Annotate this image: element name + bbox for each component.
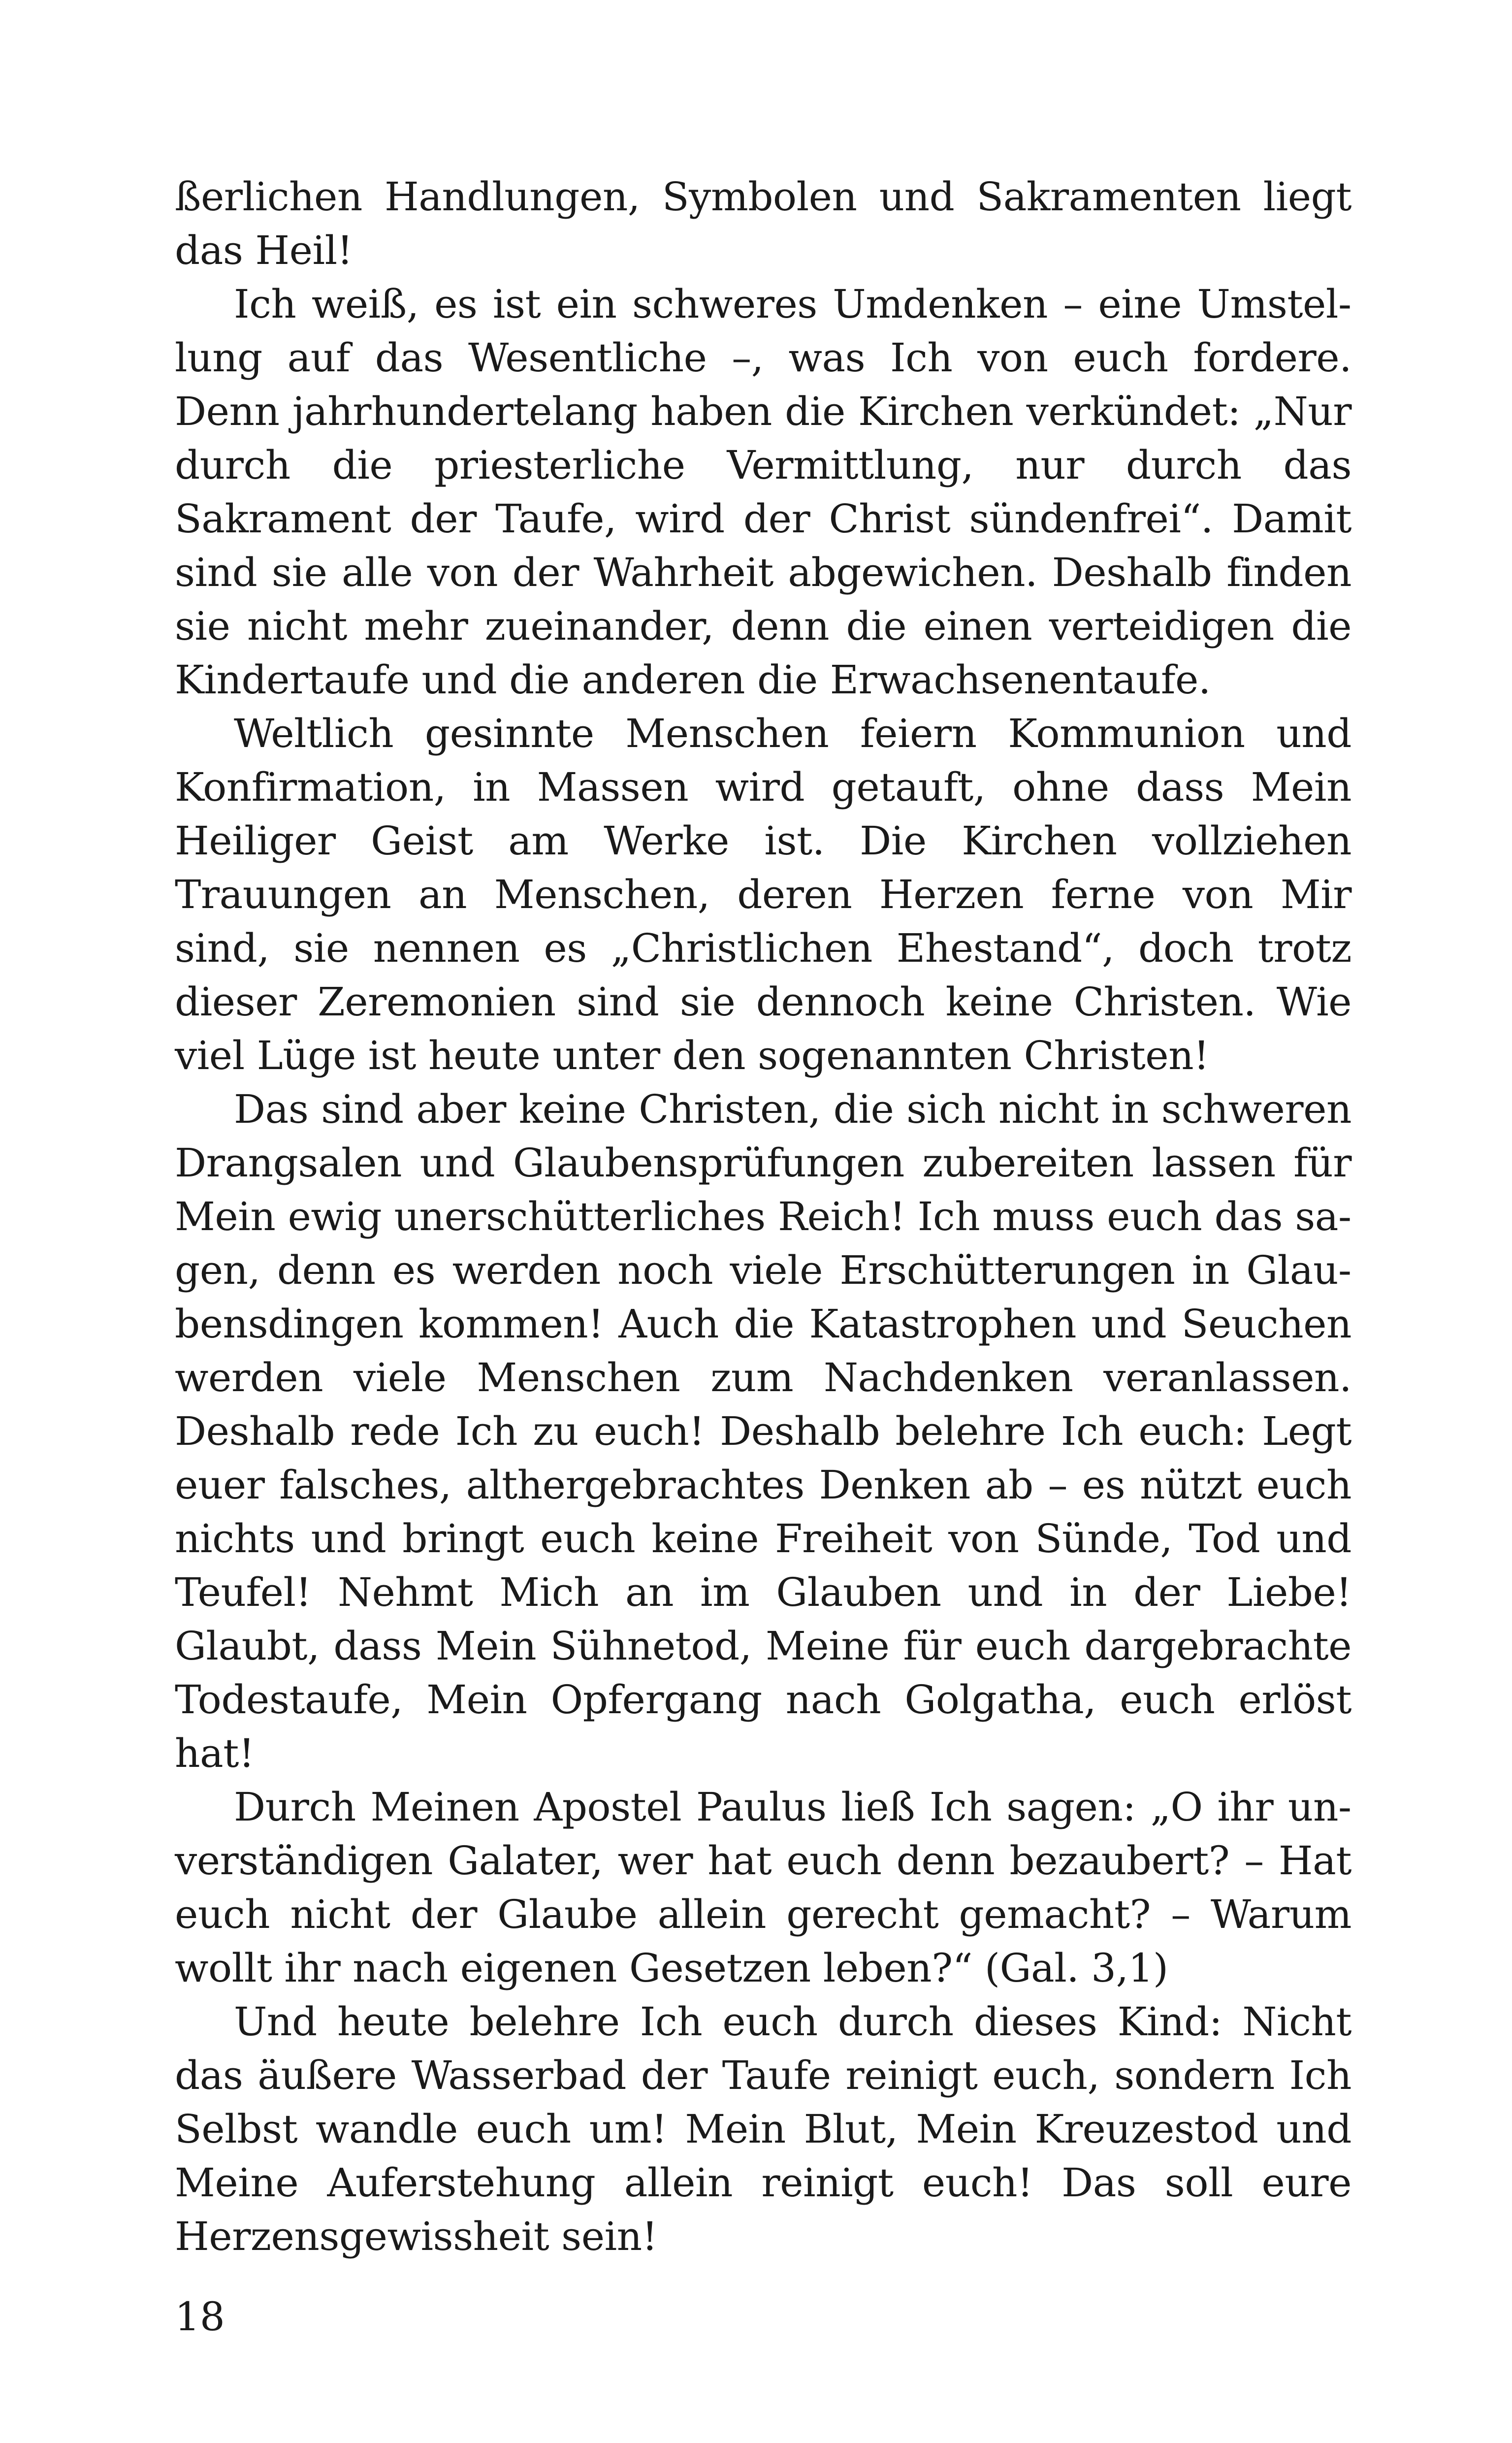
paragraph: Ich weiß, es ist ein schweres Umdenken – eine Umstellung auf das Wesentliche –, was Ich von euch fordere. Denn jahrhundertelang haben die Kirchen verkündet: „Nur durch die priesterliche Vermittlung, nur durch das Sakrament der Taufe, wird der Christ sündenfrei“. Damit sind sie alle von der Wahrheit abgewichen. Deshalb finden sie nicht mehr zueinander, denn die einen verteidigen die Kindertaufe und die anderen die Erwachsenentaufe. [175, 281, 1351, 703]
paragraph-continuation: ßerlichen Handlungen, Symbolen und Sakramenten liegt das Heil! [175, 174, 1351, 273]
page-number: 18 [175, 2294, 225, 2340]
paragraph: Durch Meinen Apostel Paulus ließ Ich sagen: „O ihr unverständigen Galater, wer hat euch denn bezaubert? – Hat euch nicht der Glaube allein gerecht gemacht? – Warum wollt ihr nach eigenen Gesetzen leben?“ (Gal. 3,1) [175, 1784, 1351, 1991]
paragraph: Und heute belehre Ich euch durch dieses Kind: Nicht das äußere Wasserbad der Taufe reinigt euch, sondern Ich Selbst wandle euch um! Mein Blut, Mein Kreuzestod und Meine Auferstehung allein reinigt euch! Das soll eure Herzensgewissheit sein! [175, 1999, 1351, 2259]
paragraph: Das sind aber keine Christen, die sich nicht in schweren Drangsalen und Glaubensprüfungen zubereiten lassen für Mein ewig unerschütterliches Reich! Ich muss euch das sagen, denn es werden noch viele Erschütterungen in Glaubensdingen kommen! Auch die Katastrophen und Seuchen werden viele Menschen zum Nachdenken veranlassen. Deshalb rede Ich zu euch! Deshalb belehre Ich euch: Legt euer falsches, althergebrachtes Denken ab – es nützt euch nichts und bringt euch keine Freiheit von Sünde, Tod und Teufel! Nehmt Mich an im Glauben und in der Liebe! Glaubt, dass Mein Sühnetod, Meine für euch dargebrachte Todestaufe, Mein Opfergang nach Golgatha, euch erlöst hat! [175, 1086, 1351, 1776]
paragraph: Weltlich gesinnte Menschen feiern Kommunion und Konfirmation, in Massen wird getauft, ohne dass Mein Heiliger Geist am Werke ist. Die Kirchen vollziehen Trauungen an Menschen, deren Herzen ferne von Mir sind, sie nennen es „Christlichen Ehestand“, doch trotz dieser Zeremonien sind sie dennoch keine Christen. Wie viel Lüge ist heute unter den sogenannten Christen! [175, 711, 1351, 1078]
page-body-text [175, 170, 1351, 2263]
